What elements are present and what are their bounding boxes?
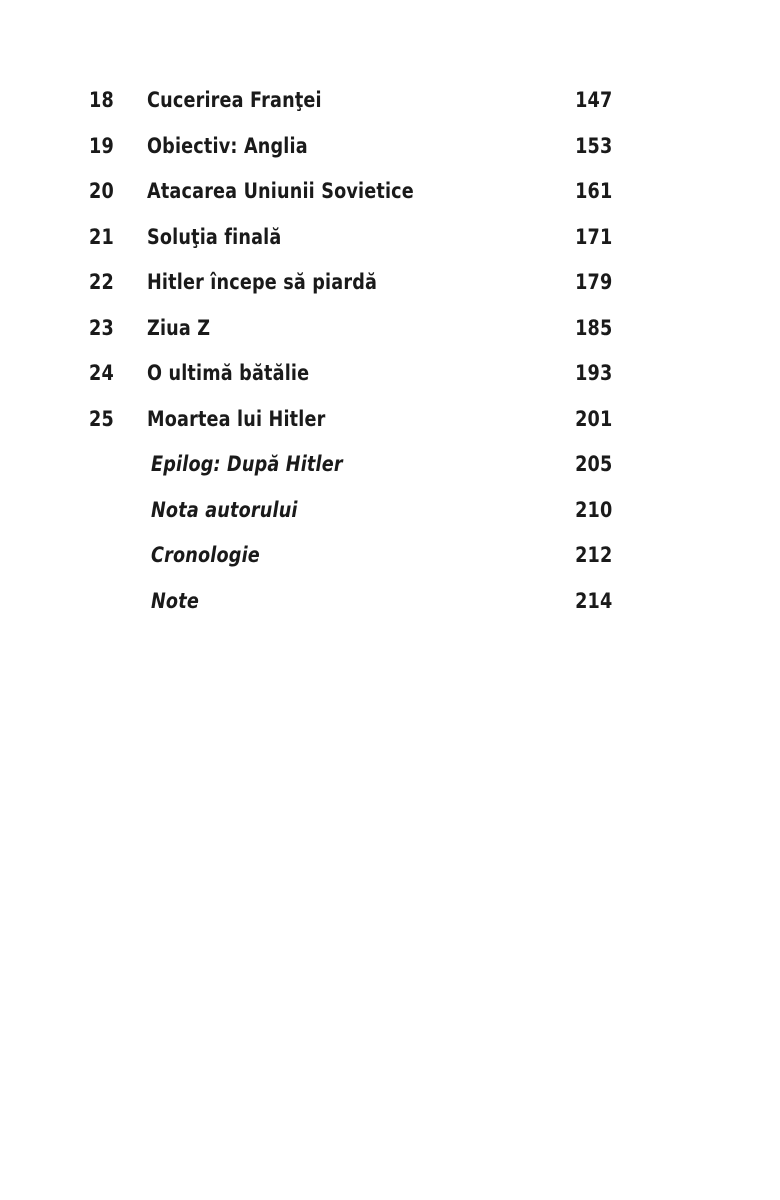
page-number: 161 xyxy=(574,179,612,203)
chapter-title: Moartea lui Hitler xyxy=(147,406,326,431)
chapter-title: Soluţia finală xyxy=(147,224,282,249)
toc-row-22 xyxy=(0,264,780,310)
page-number: 179 xyxy=(574,270,612,294)
page-number: 171 xyxy=(574,224,612,249)
page-number: 153 xyxy=(574,133,612,158)
page-number: 212 xyxy=(574,543,612,567)
page-number: 201 xyxy=(574,406,612,431)
toc-row-25 xyxy=(0,401,780,447)
page-number: 193 xyxy=(574,361,612,385)
chapter-number: 25 xyxy=(89,406,114,431)
toc-row-23 xyxy=(0,310,780,356)
section-title: Cronologie xyxy=(151,543,260,567)
section-title: Note xyxy=(151,588,199,613)
section-title: Epilog: După Hitler xyxy=(151,452,343,476)
chapter-title: Hitler începe să piardă xyxy=(147,270,378,294)
chapter-number: 23 xyxy=(89,315,114,340)
toc-row-chronology xyxy=(0,537,780,583)
toc-row-epilog xyxy=(0,446,780,492)
chapter-number: 18 xyxy=(89,88,114,112)
chapter-number: 24 xyxy=(89,361,114,385)
chapter-number: 22 xyxy=(89,270,114,294)
toc-row-notes xyxy=(0,583,780,629)
page-number: 205 xyxy=(574,452,612,476)
section-title: Nota autorului xyxy=(151,497,298,522)
toc-row-24 xyxy=(0,355,780,401)
page-number: 185 xyxy=(574,315,612,340)
chapter-title: Cucerirea Franţei xyxy=(147,88,322,112)
chapter-number: 20 xyxy=(89,179,114,203)
page-number: 214 xyxy=(574,588,612,613)
toc-row-18 xyxy=(0,82,780,128)
toc-row-author-note xyxy=(0,492,780,538)
chapter-title: Ziua Z xyxy=(147,315,211,340)
toc-row-21 xyxy=(0,219,780,265)
table-of-contents xyxy=(0,82,780,628)
toc-row-20 xyxy=(0,173,780,219)
chapter-title: O ultimă bătălie xyxy=(147,361,310,385)
chapter-number: 19 xyxy=(89,133,114,158)
page-number: 147 xyxy=(574,88,612,112)
chapter-title: Obiectiv: Anglia xyxy=(147,133,308,158)
chapter-number: 21 xyxy=(89,224,114,249)
toc-row-19 xyxy=(0,128,780,174)
chapter-title: Atacarea Uniunii Sovietice xyxy=(147,179,414,203)
page-number: 210 xyxy=(574,497,612,522)
